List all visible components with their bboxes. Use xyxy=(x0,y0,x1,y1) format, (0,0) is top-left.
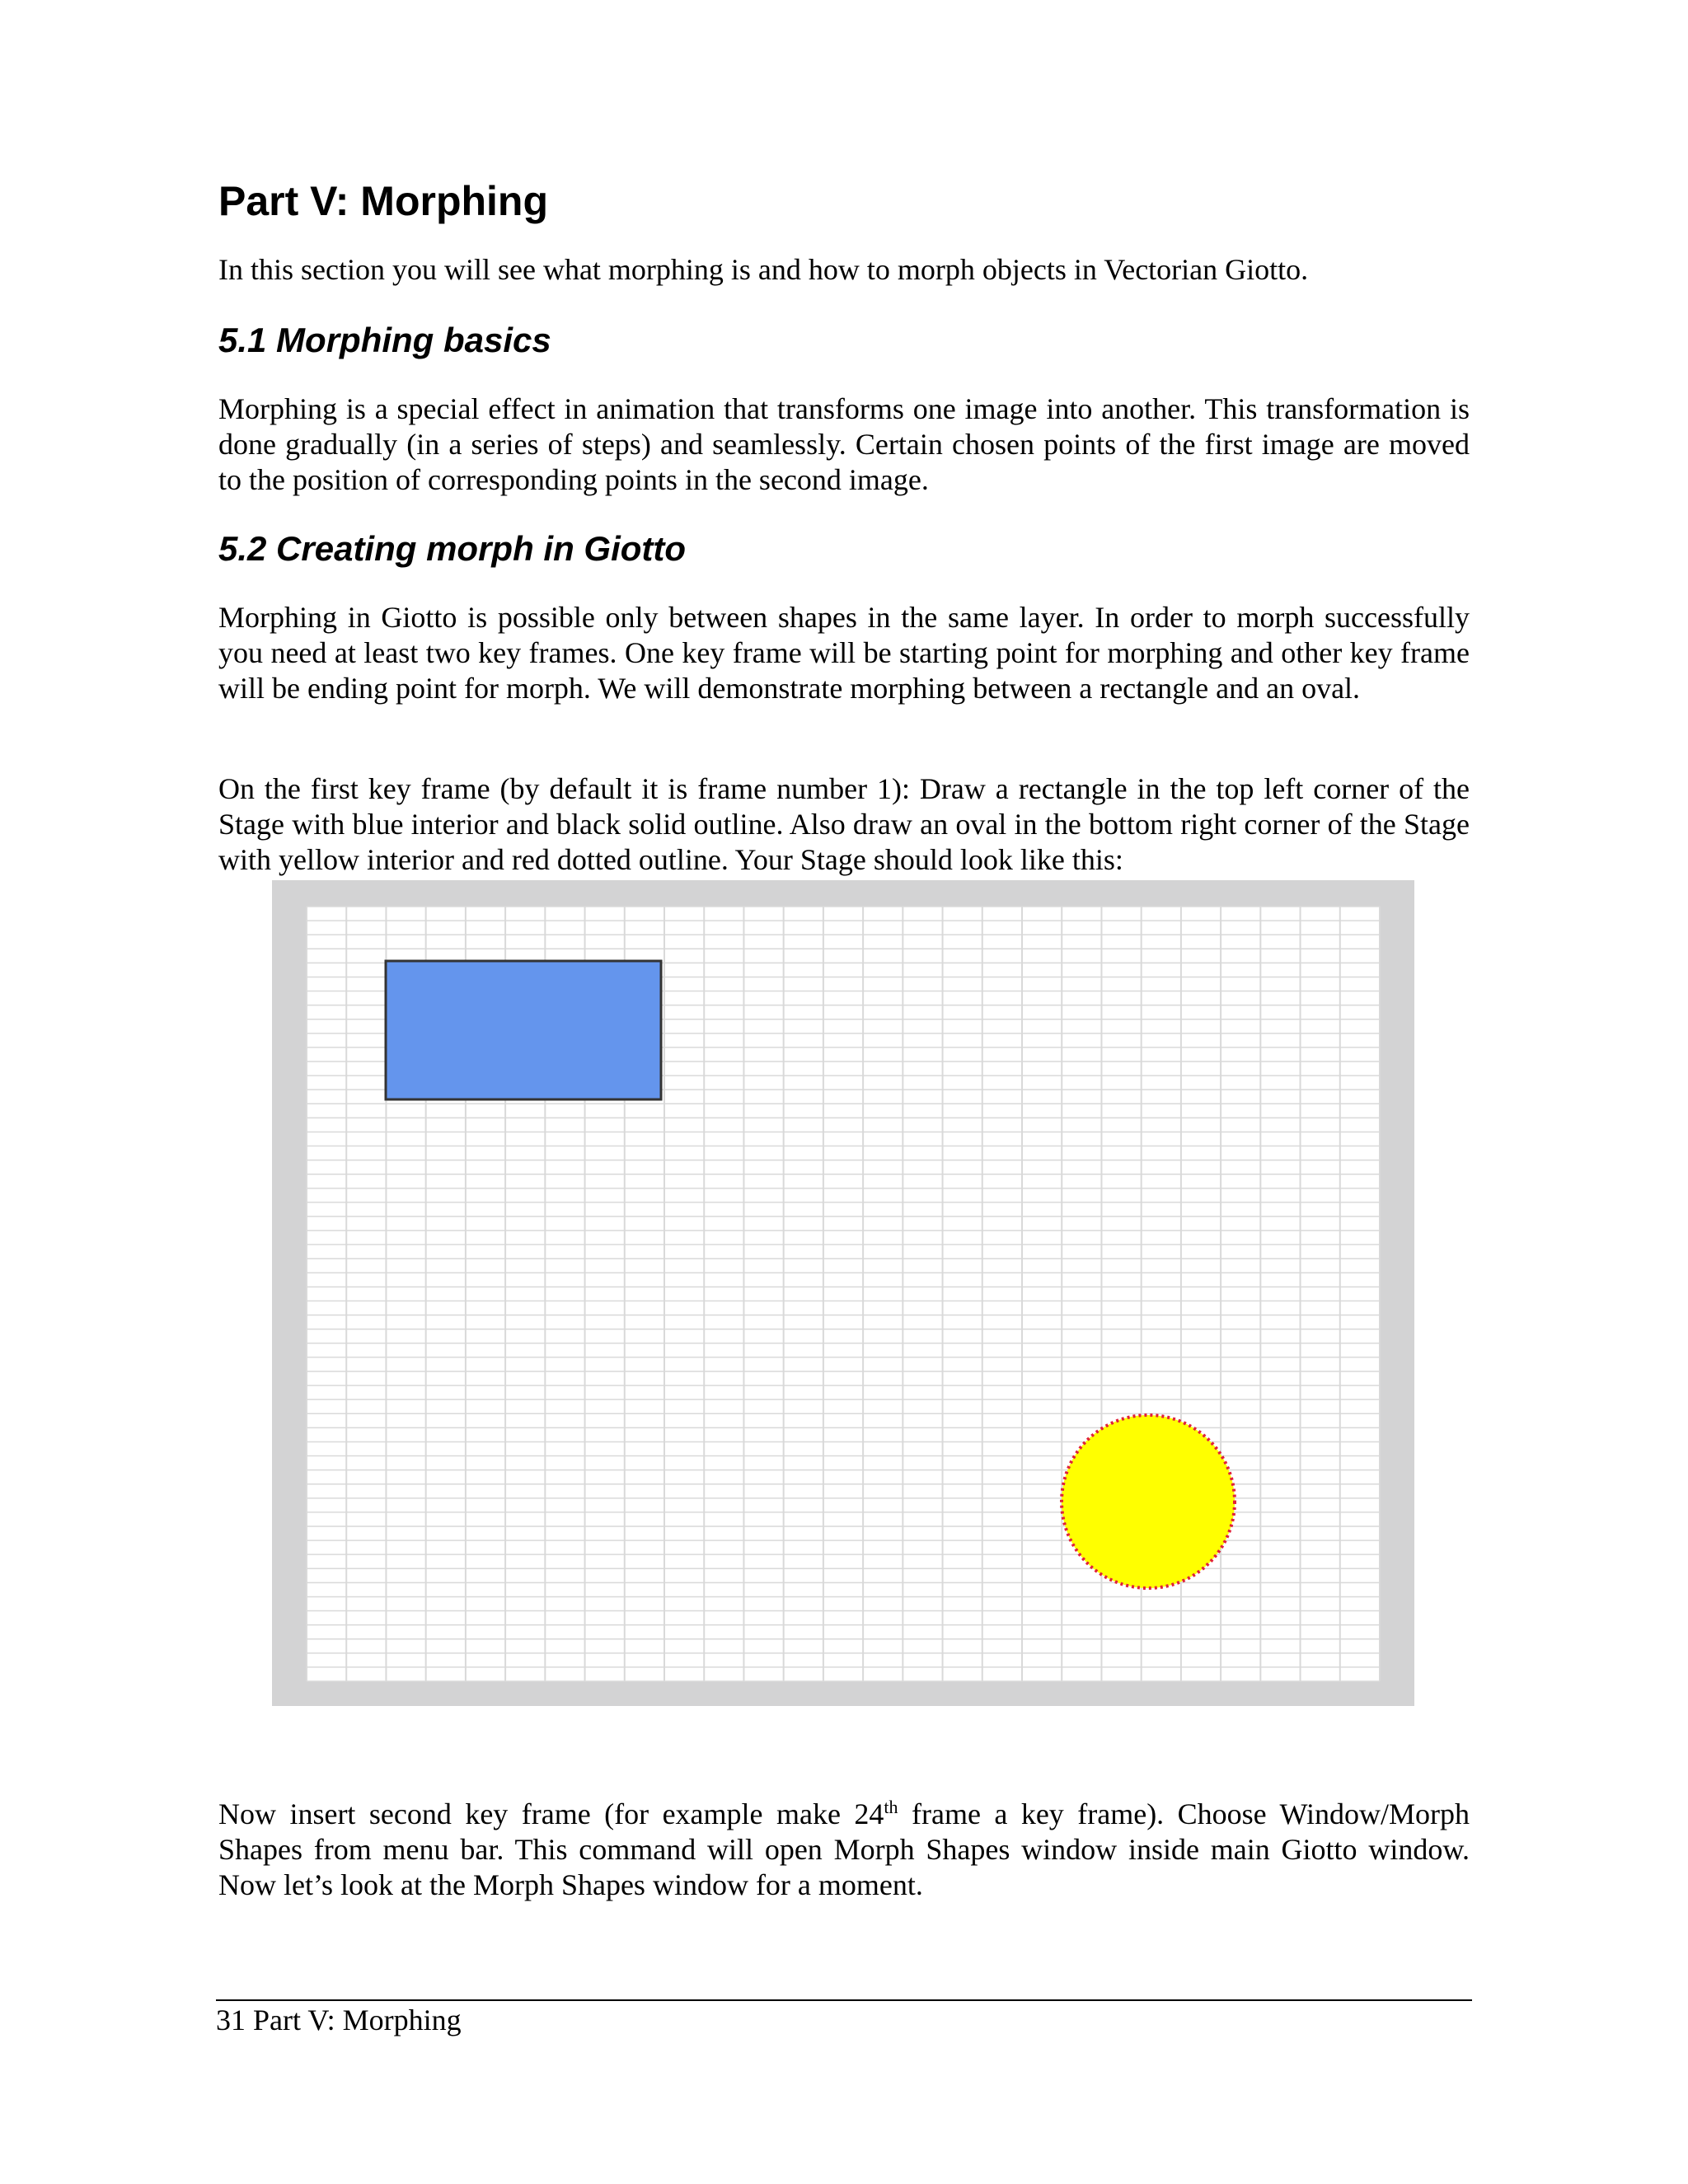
paragraph-second-key-frame-start: Now insert second key frame (for example make 24 xyxy=(218,1797,884,1830)
intro-paragraph: In this section you will see what morphing is and how to morph objects in Vectorian Giotto. xyxy=(218,253,1309,286)
page-title: Part V: Morphing xyxy=(218,178,548,224)
paragraph-second-key-frame xyxy=(218,1797,1470,1903)
paragraph-first-key-frame: On the first key frame (by default it is frame number 1): Draw a rectangle in the top left corner of the Stage with blue interior and black solid outline. Also draw an oval in the bottom right corner of the Stage with yellow interior and red dotted outline. Your Stage should look like this: xyxy=(218,772,1470,876)
yellow-oval-shape xyxy=(1062,1415,1235,1588)
blue-rectangle-shape xyxy=(386,961,661,1099)
section-heading-creating-morph: 5.2 Creating morph in Giotto xyxy=(218,529,687,568)
paragraph-second-key-frame-end: frame a key frame). Choose Window/Morph Shapes from menu bar. This command will open Morph Shapes window inside main Giotto window. Now let’s look at the Morph Shapes window for a moment. xyxy=(218,1797,1470,1901)
paragraph-morph-requirements: Morphing in Giotto is possible only between shapes in the same layer. In order to morph successfully you need at least two key frames. One key frame will be starting point for morphing and other key frame will be ending point for morph. We will demonstrate morphing between a rectangle and an oval. xyxy=(218,601,1470,705)
ordinal-superscript: th xyxy=(884,1797,898,1817)
section-heading-morphing-basics: 5.1 Morphing basics xyxy=(218,321,551,359)
stage-figure xyxy=(272,880,1414,1706)
paragraph-morphing-basics: Morphing is a special effect in animation that transforms one image into another. This transformation is done gradually (in a series of steps) and seamlessly. Certain chosen points of the first image are moved to the position of corresponding points in the second image. xyxy=(218,392,1470,496)
page-footer: 31 Part V: Morphing xyxy=(216,2004,462,2036)
